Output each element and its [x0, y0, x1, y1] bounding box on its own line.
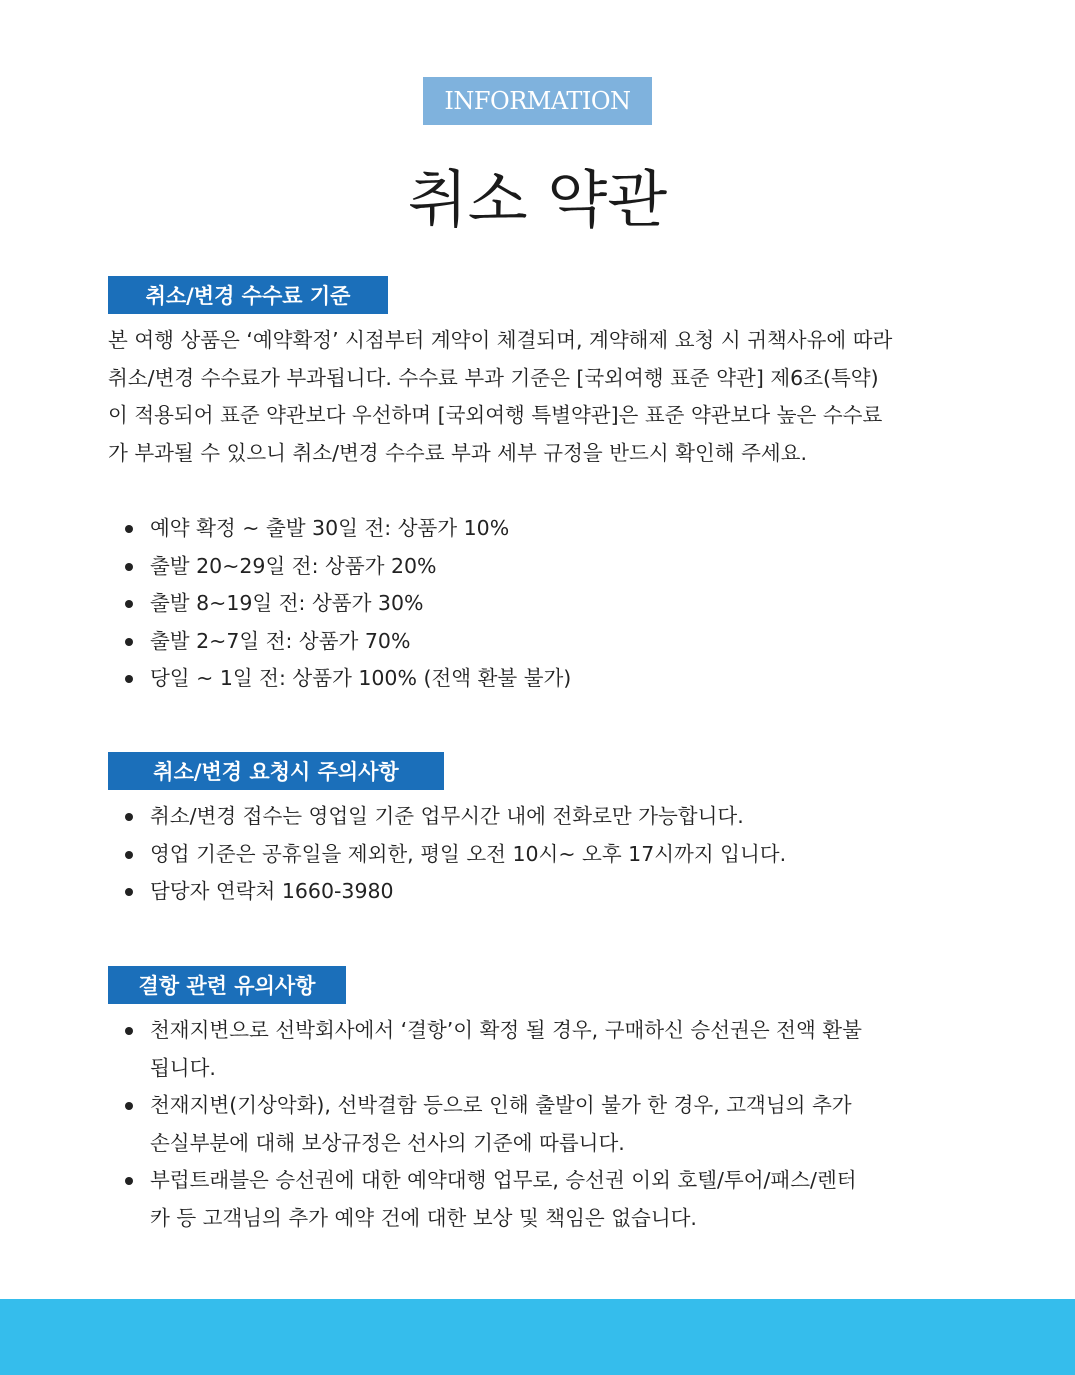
list-item-text: 부럽트래블은 승선권에 대한 예약대행 업무로, 승선권 이외 호텔/투어/패스/렌터: [150, 1168, 857, 1192]
list-item-text: 손실부분에 대해 보상규정은 선사의 기준에 따릅니다.: [150, 1130, 625, 1155]
list-item: [122, 548, 972, 586]
bullet-icon: [125, 1102, 133, 1110]
bullet-icon: [125, 638, 133, 646]
list-item-text: 당일 ~ 1일 전: 상품가 100% (전액 환불 불가): [150, 666, 572, 690]
bullet-icon: [125, 525, 133, 533]
list-item-text: 출발 2~7일 전: 상품가 70%: [150, 628, 411, 653]
list-item-text: 예약 확정 ~ 출발 30일 전: 상품가 10%: [150, 516, 510, 540]
section-header-fee-criteria: 취소/변경 수수료 기준: [108, 276, 388, 314]
list-item: [122, 1162, 972, 1237]
intro-line: 가 부과될 수 있으니 취소/변경 수수료 부과 세부 규정을 반드시 확인해 주세요.: [108, 440, 807, 465]
list-item: [122, 836, 972, 874]
list-item-text: 천재지변(기상악화), 선박결함 등으로 인해 출발이 불가 한 경우, 고객님의 추가: [150, 1093, 852, 1117]
intro-line: 본 여행 상품은 ‘예약확정’ 시점부터 계약이 체결되며, 계약해제 요청 시 귀책사유에 따라: [108, 328, 893, 352]
footer-band: [0, 1299, 1075, 1375]
intro-line: 취소/변경 수수료가 부과됩니다. 수수료 부과 기준은 [국외여행 표준 약관] 제6조(특약): [108, 365, 879, 390]
list-item: [122, 873, 972, 911]
list-item-text: 천재지변으로 선박회사에서 ‘결항’이 확정 될 경우, 구매하신 승선권은 전액 환불: [150, 1018, 862, 1042]
list-item: [122, 1012, 972, 1087]
section-header-request-notes: 취소/변경 요청시 주의사항: [108, 752, 444, 790]
list-item: [122, 798, 972, 836]
section-header-cancellation-notes: 결항 관련 유의사항: [108, 966, 346, 1004]
list-item: [122, 1087, 972, 1162]
list-item-text: 취소/변경 접수는 영업일 기준 업무시간 내에 전화로만 가능합니다.: [150, 804, 744, 828]
information-badge: INFORMATION: [423, 77, 652, 125]
list-item-text: 담당자 연락처 1660-3980: [150, 879, 394, 903]
list-item-text: 됩니다.: [150, 1055, 216, 1080]
cancellation-notes-list: [122, 1012, 972, 1237]
intro-line: 이 적용되어 표준 약관보다 우선하며 [국외여행 특별약관]은 표준 약관보다 높은 수수료: [108, 403, 883, 427]
bullet-icon: [125, 851, 133, 859]
bullet-icon: [125, 888, 133, 896]
fee-intro-paragraph: [108, 322, 978, 472]
bullet-icon: [125, 600, 133, 608]
fee-schedule-list: [122, 510, 972, 698]
bullet-icon: [125, 675, 133, 683]
list-item-text: 영업 기준은 공휴일을 제외한, 평일 오전 10시~ 오후 17시까지 입니다.: [150, 841, 787, 866]
bullet-icon: [125, 1027, 133, 1035]
bullet-icon: [125, 563, 133, 571]
list-item-text: 카 등 고객님의 추가 예약 건에 대한 보상 및 책임은 없습니다.: [150, 1205, 697, 1230]
list-item: [122, 660, 972, 698]
page-title: 취소 약관: [407, 163, 668, 236]
list-item-text: 출발 8~19일 전: 상품가 30%: [150, 591, 424, 615]
bullet-icon: [125, 1177, 133, 1185]
bullet-icon: [125, 813, 133, 821]
list-item: [122, 510, 972, 548]
list-item-text: 출발 20~29일 전: 상품가 20%: [150, 553, 437, 578]
list-item: [122, 623, 972, 661]
request-notes-list: [122, 798, 972, 911]
list-item: [122, 585, 972, 623]
